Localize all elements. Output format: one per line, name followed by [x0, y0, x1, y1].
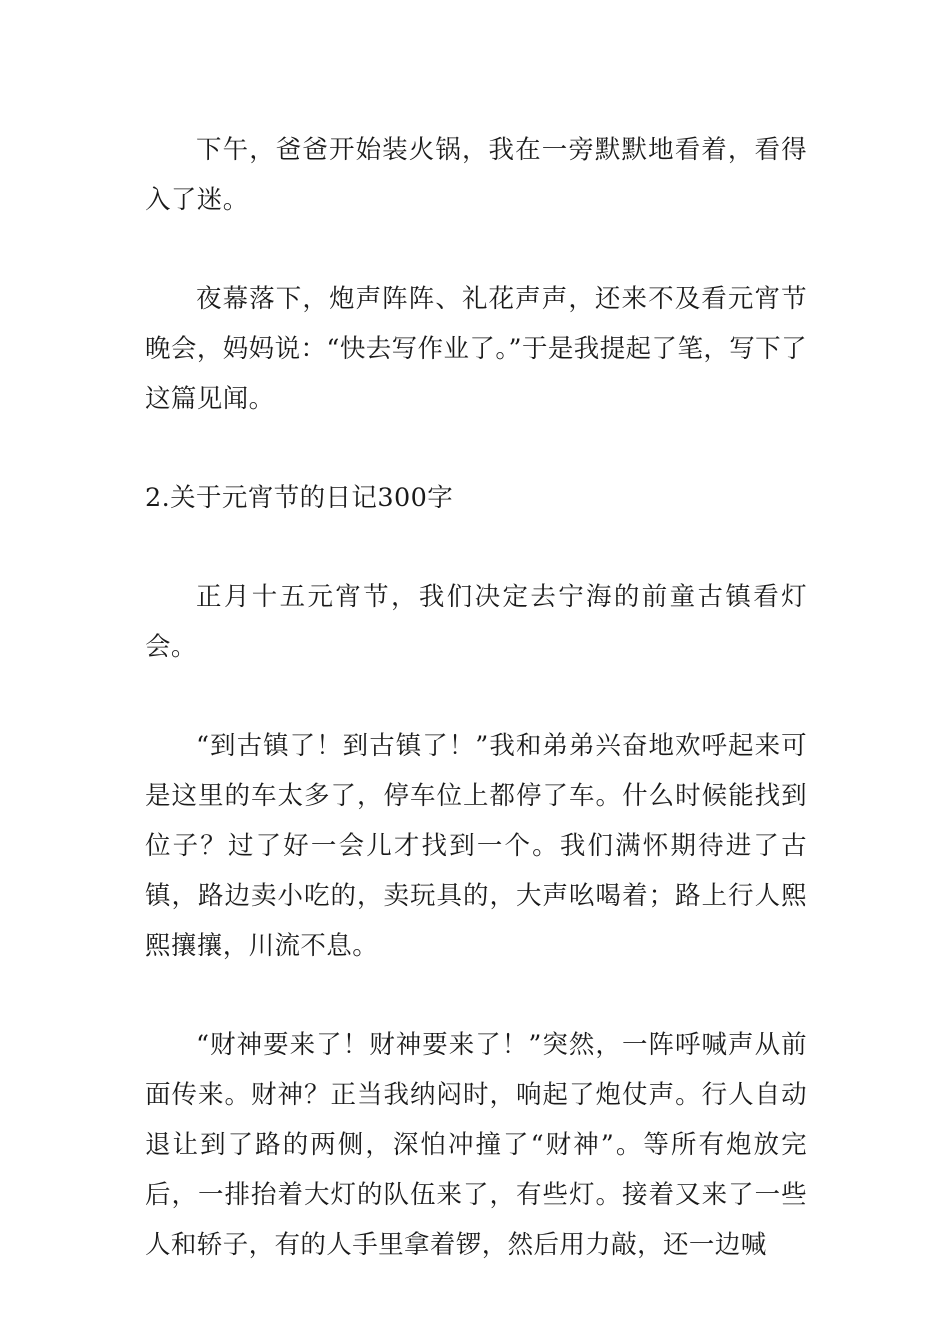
paragraph-5: “财神要来了！财神要来了！”突然，一阵呼喊声从前面传来。财神？正当我纳闷时，响起了炮仗声。行人自动退让到了路的两侧，深怕冲撞了“财神”。等所有炮放完后，一排抬着大灯的队伍来了，有些灯。接着又来了一些人和轿子，有的人手里拿着锣，然后用力敲，还一边喊: [145, 1030, 807, 1260]
paragraph-2: 夜幕落下，炮声阵阵、礼花声声，还来不及看元宵节晚会，妈妈说：“快去写作业了。”于是我提起了笔，写下了这篇见闻。: [145, 284, 807, 414]
document-page: [145, 125, 807, 1319]
paragraph-3: 正月十五元宵节，我们决定去宁海的前童古镇看灯会。: [145, 582, 807, 662]
paragraph-4: “到古镇了！到古镇了！”我和弟弟兴奋地欢呼起来可是这里的车太多了，停车位上都停了车。什么时候能找到位子？过了好一会儿才找到一个。我们满怀期待进了古镇，路边卖小吃的，卖玩具的，大声吆喝着；路上行人熙熙攘攘，川流不息。: [145, 731, 807, 961]
section-heading: 2.关于元宵节的日记300字: [145, 483, 454, 513]
paragraph-1: 下午，爸爸开始装火锅，我在一旁默默地看着，看得入了迷。: [145, 135, 807, 215]
